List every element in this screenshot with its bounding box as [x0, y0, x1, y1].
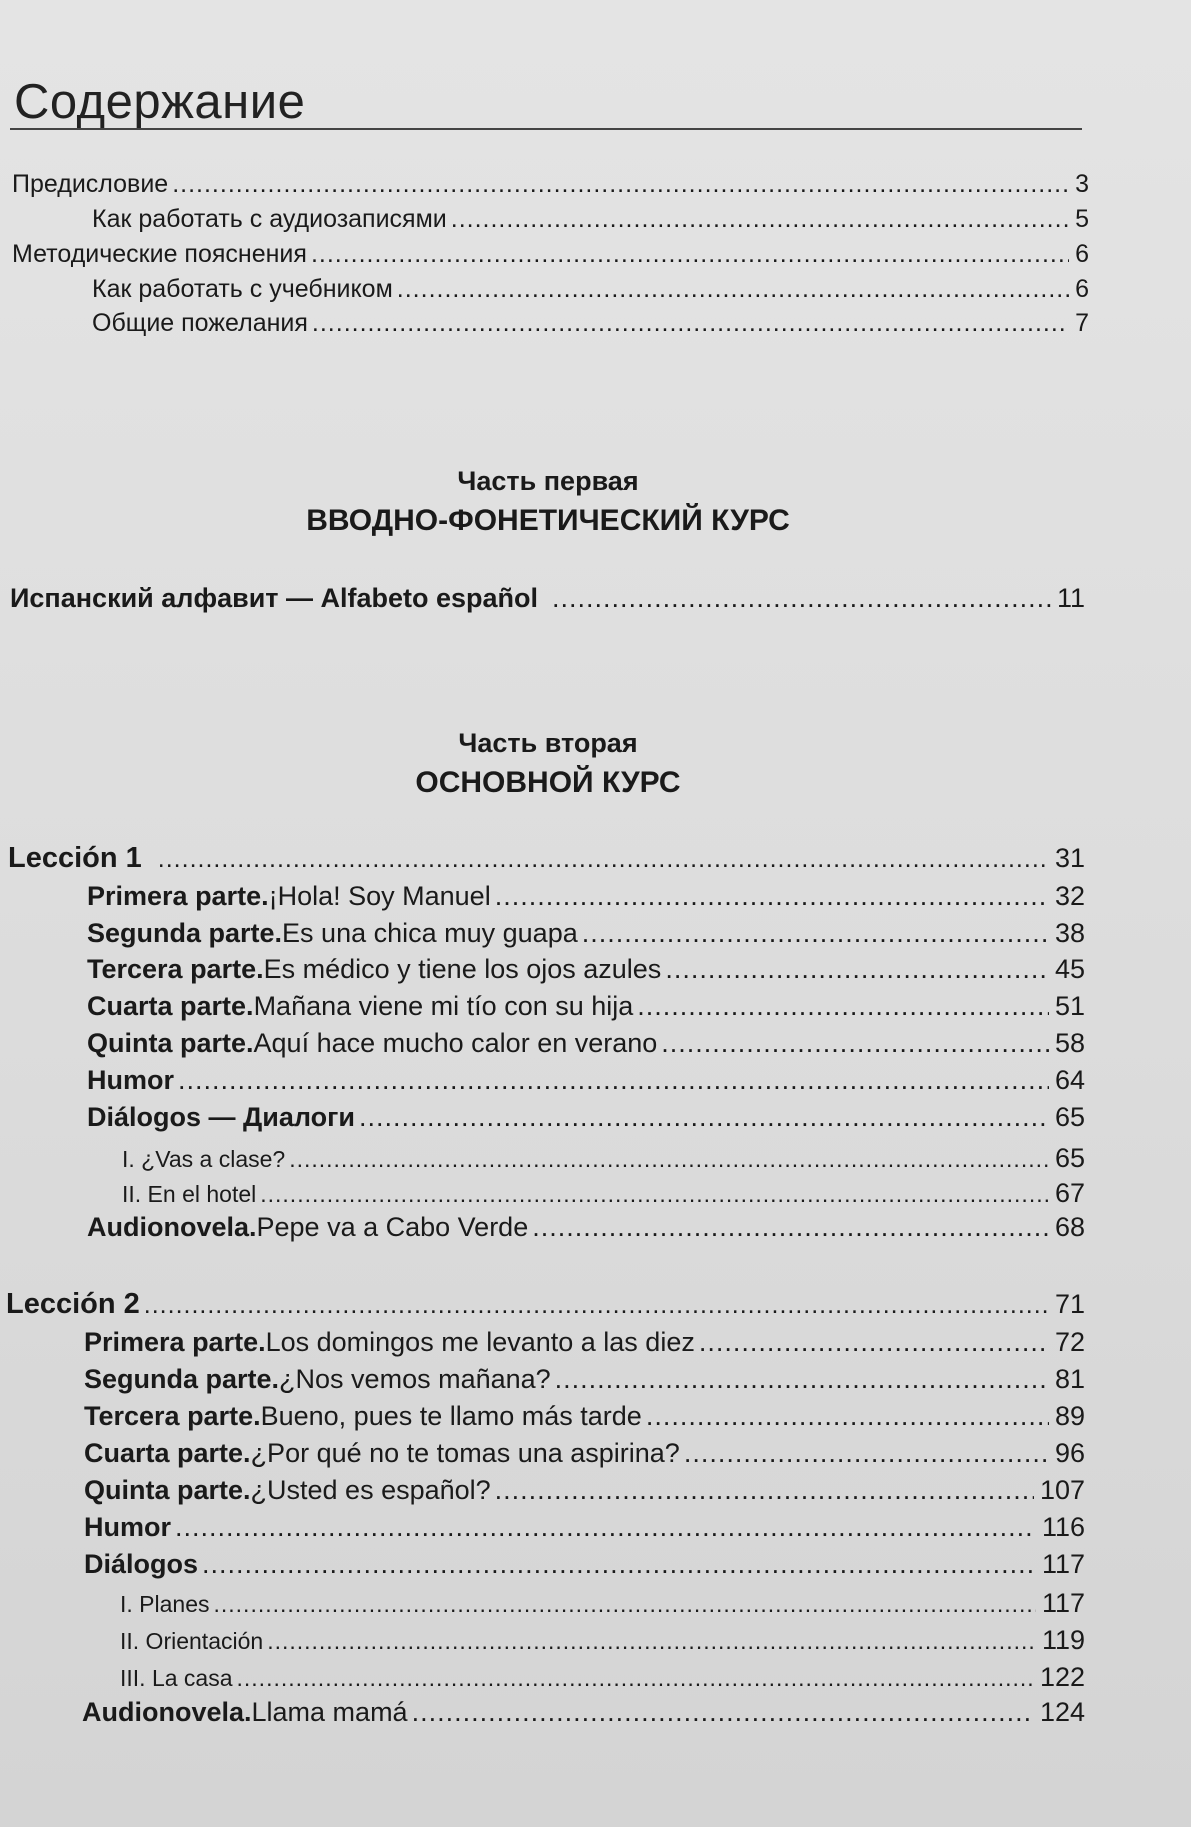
- dot-leader: [582, 918, 1049, 949]
- item-lead: Audionovela.: [82, 1697, 252, 1727]
- toc-lesson2-item[interactable]: [84, 1512, 1085, 1543]
- item-lead: Tercera parte.: [84, 1401, 261, 1431]
- dot-leader: [646, 1401, 1049, 1432]
- toc-lesson2-subitem[interactable]: [120, 1588, 1085, 1619]
- item-text: Es una chica muy guapa: [282, 918, 578, 948]
- toc-lesson1-subitem[interactable]: [122, 1178, 1085, 1209]
- item-text: Bueno, pues te llamo más tarde: [260, 1401, 642, 1431]
- toc-lesson1-item[interactable]: [87, 1065, 1085, 1096]
- item-text: I. Planes: [120, 1591, 210, 1617]
- dot-leader: [451, 205, 1069, 234]
- toc-page-number: 65: [1054, 1143, 1085, 1173]
- lesson-title: Lección 2: [6, 1288, 140, 1320]
- toc-page-number: 81: [1054, 1364, 1085, 1394]
- toc-lesson-1[interactable]: [8, 842, 1085, 875]
- toc-entry-methods[interactable]: [12, 240, 1089, 269]
- item-text: III. La casa: [120, 1665, 233, 1691]
- item-text: Llama mamá: [251, 1697, 408, 1727]
- toc-page-number: 119: [1041, 1625, 1085, 1655]
- toc-lesson2-item[interactable]: [84, 1438, 1085, 1469]
- toc-page-number: 6: [1075, 240, 1089, 268]
- item-lead: Diálogos — Диалоги: [87, 1102, 355, 1132]
- dot-leader: [311, 240, 1069, 269]
- dot-leader: [699, 1327, 1049, 1358]
- toc-page-number: 65: [1054, 1102, 1085, 1132]
- item-lead: Quinta parte.: [84, 1475, 251, 1505]
- dot-leader: [172, 170, 1069, 199]
- item-lead: Cuarta parte.: [84, 1438, 251, 1468]
- toc-lesson1-item[interactable]: [87, 954, 1085, 985]
- dot-leader: [495, 881, 1049, 912]
- item-text: II. En el hotel: [122, 1181, 257, 1207]
- toc-entry-audio[interactable]: [92, 205, 1089, 234]
- toc-label: Как работать с аудиозаписями: [92, 205, 447, 233]
- lesson-title: Lección 1: [8, 842, 142, 874]
- toc-lesson2-item[interactable]: [84, 1549, 1085, 1580]
- part-one-label: Часть первая: [457, 466, 639, 496]
- toc-page-number: 72: [1054, 1327, 1085, 1357]
- toc-page-number: 58: [1054, 1028, 1085, 1058]
- toc-entry-preface[interactable]: [12, 170, 1089, 199]
- dot-leader: [267, 1628, 1036, 1655]
- dot-leader: [665, 954, 1049, 985]
- toc-lesson-2[interactable]: [6, 1288, 1085, 1321]
- dot-leader: [158, 845, 1049, 874]
- item-lead: Primera parte.: [84, 1327, 266, 1357]
- toc-page-number: 67: [1054, 1178, 1085, 1208]
- item-text: II. Orientación: [120, 1628, 264, 1654]
- item-lead: Humor: [87, 1065, 174, 1095]
- toc-lesson1-item[interactable]: [87, 881, 1085, 912]
- item-lead: Audionovela.: [87, 1212, 257, 1242]
- page-title: Содержание: [14, 75, 306, 129]
- dot-leader: [552, 583, 1051, 614]
- toc-page-number: 107: [1039, 1475, 1085, 1505]
- toc-lesson1-item[interactable]: [87, 918, 1085, 949]
- toc-lesson1-item[interactable]: [87, 1102, 1085, 1133]
- dot-leader: [684, 1438, 1049, 1469]
- toc-lesson2-item[interactable]: [84, 1364, 1085, 1395]
- item-text: ¿Por qué no te tomas una aspirina?: [250, 1438, 680, 1468]
- title-divider: [10, 128, 1082, 130]
- item-text: ¡Hola! Soy Manuel: [268, 881, 491, 911]
- toc-page-number: 68: [1054, 1212, 1085, 1242]
- dot-leader: [359, 1102, 1049, 1133]
- toc-page-number: 64: [1054, 1065, 1085, 1095]
- item-text: Pepe va a Cabo Verde: [256, 1212, 529, 1242]
- toc-lesson1-subitem[interactable]: [122, 1143, 1085, 1174]
- toc-lesson1-item[interactable]: [87, 1212, 1085, 1243]
- part-two-label: Часть вторая: [458, 728, 638, 758]
- item-text: Aquí hace mucho calor en verano: [253, 1028, 658, 1058]
- toc-page-number: 31: [1054, 843, 1085, 873]
- part-one-title: ВВОДНО-ФОНЕТИЧЕСКИЙ КУРС: [306, 504, 790, 537]
- item-text: Es médico y tiene los ojos azules: [263, 954, 662, 984]
- toc-page-number: 7: [1075, 309, 1089, 337]
- item-lead: Segunda parte.: [87, 918, 283, 948]
- dot-leader: [175, 1512, 1036, 1543]
- item-lead: Diálogos: [84, 1549, 199, 1579]
- toc-page-number: 11: [1056, 583, 1085, 613]
- dot-leader: [214, 1591, 1036, 1618]
- toc-page-number: 32: [1054, 881, 1085, 911]
- toc-label: Испанский алфавит — Alfabeto español: [10, 583, 539, 613]
- dot-leader: [532, 1212, 1049, 1243]
- item-text: I. ¿Vas a clase?: [122, 1146, 286, 1172]
- toc-page-number: 5: [1075, 205, 1089, 233]
- item-lead: Tercera parte.: [87, 954, 264, 984]
- toc-page-number: 116: [1041, 1512, 1085, 1542]
- dot-leader: [178, 1065, 1049, 1096]
- toc-page-number: 71: [1054, 1289, 1085, 1319]
- dot-leader: [260, 1181, 1049, 1208]
- dot-leader: [637, 991, 1049, 1022]
- item-text: ¿Nos vemos mañana?: [279, 1364, 551, 1394]
- toc-label: Общие пожелания: [92, 309, 308, 337]
- toc-lesson1-item[interactable]: [87, 991, 1085, 1022]
- toc-page-number: 6: [1075, 275, 1089, 303]
- item-lead: Primera parte.: [87, 881, 269, 911]
- toc-lesson1-item[interactable]: [87, 1028, 1085, 1059]
- toc-lesson2-subitem[interactable]: [120, 1625, 1085, 1656]
- toc-lesson2-item[interactable]: [82, 1697, 1085, 1728]
- toc-page-number: 45: [1054, 954, 1085, 984]
- toc-entry-textbook[interactable]: [92, 275, 1089, 304]
- item-text: ¿Usted es español?: [250, 1475, 491, 1505]
- toc-page-number: 122: [1039, 1662, 1085, 1692]
- toc-page-number: 38: [1054, 918, 1085, 948]
- toc-lesson2-item[interactable]: [84, 1327, 1085, 1358]
- dot-leader: [397, 275, 1069, 304]
- dot-leader: [202, 1549, 1036, 1580]
- dot-leader: [289, 1146, 1049, 1173]
- dot-leader: [144, 1291, 1049, 1320]
- toc-label: Предисловие: [12, 170, 169, 198]
- item-lead: Cuarta parte.: [87, 991, 254, 1021]
- toc-label: Методические пояснения: [12, 240, 307, 268]
- toc-page-number: 124: [1039, 1697, 1085, 1727]
- item-lead: Segunda parte.: [84, 1364, 280, 1394]
- dot-leader: [555, 1364, 1049, 1395]
- toc-page-number: 117: [1041, 1588, 1085, 1618]
- toc-page-number: 117: [1041, 1549, 1085, 1579]
- toc-entry-wishes[interactable]: [92, 309, 1089, 338]
- dot-leader: [495, 1475, 1034, 1506]
- toc-lesson2-subitem[interactable]: [120, 1662, 1085, 1693]
- dot-leader: [237, 1665, 1034, 1692]
- item-text: Los domingos me levanto a las diez: [265, 1327, 695, 1357]
- toc-label: Как работать с учебником: [92, 275, 393, 303]
- toc-page-number: 89: [1054, 1401, 1085, 1431]
- dot-leader: [312, 309, 1069, 338]
- toc-lesson2-item[interactable]: [84, 1401, 1085, 1432]
- part-two-title: ОСНОВНОЙ КУРС: [415, 766, 681, 799]
- dot-leader: [661, 1028, 1049, 1059]
- item-lead: Quinta parte.: [87, 1028, 254, 1058]
- dot-leader: [412, 1697, 1034, 1728]
- toc-entry-alphabet[interactable]: [10, 583, 1085, 614]
- toc-page-number: 51: [1054, 991, 1085, 1021]
- toc-lesson2-item[interactable]: [84, 1475, 1085, 1506]
- item-lead: Humor: [84, 1512, 171, 1542]
- toc-page-number: 3: [1075, 170, 1089, 198]
- toc-page-number: 96: [1054, 1438, 1085, 1468]
- item-text: Mañana viene mi tío con su hija: [253, 991, 634, 1021]
